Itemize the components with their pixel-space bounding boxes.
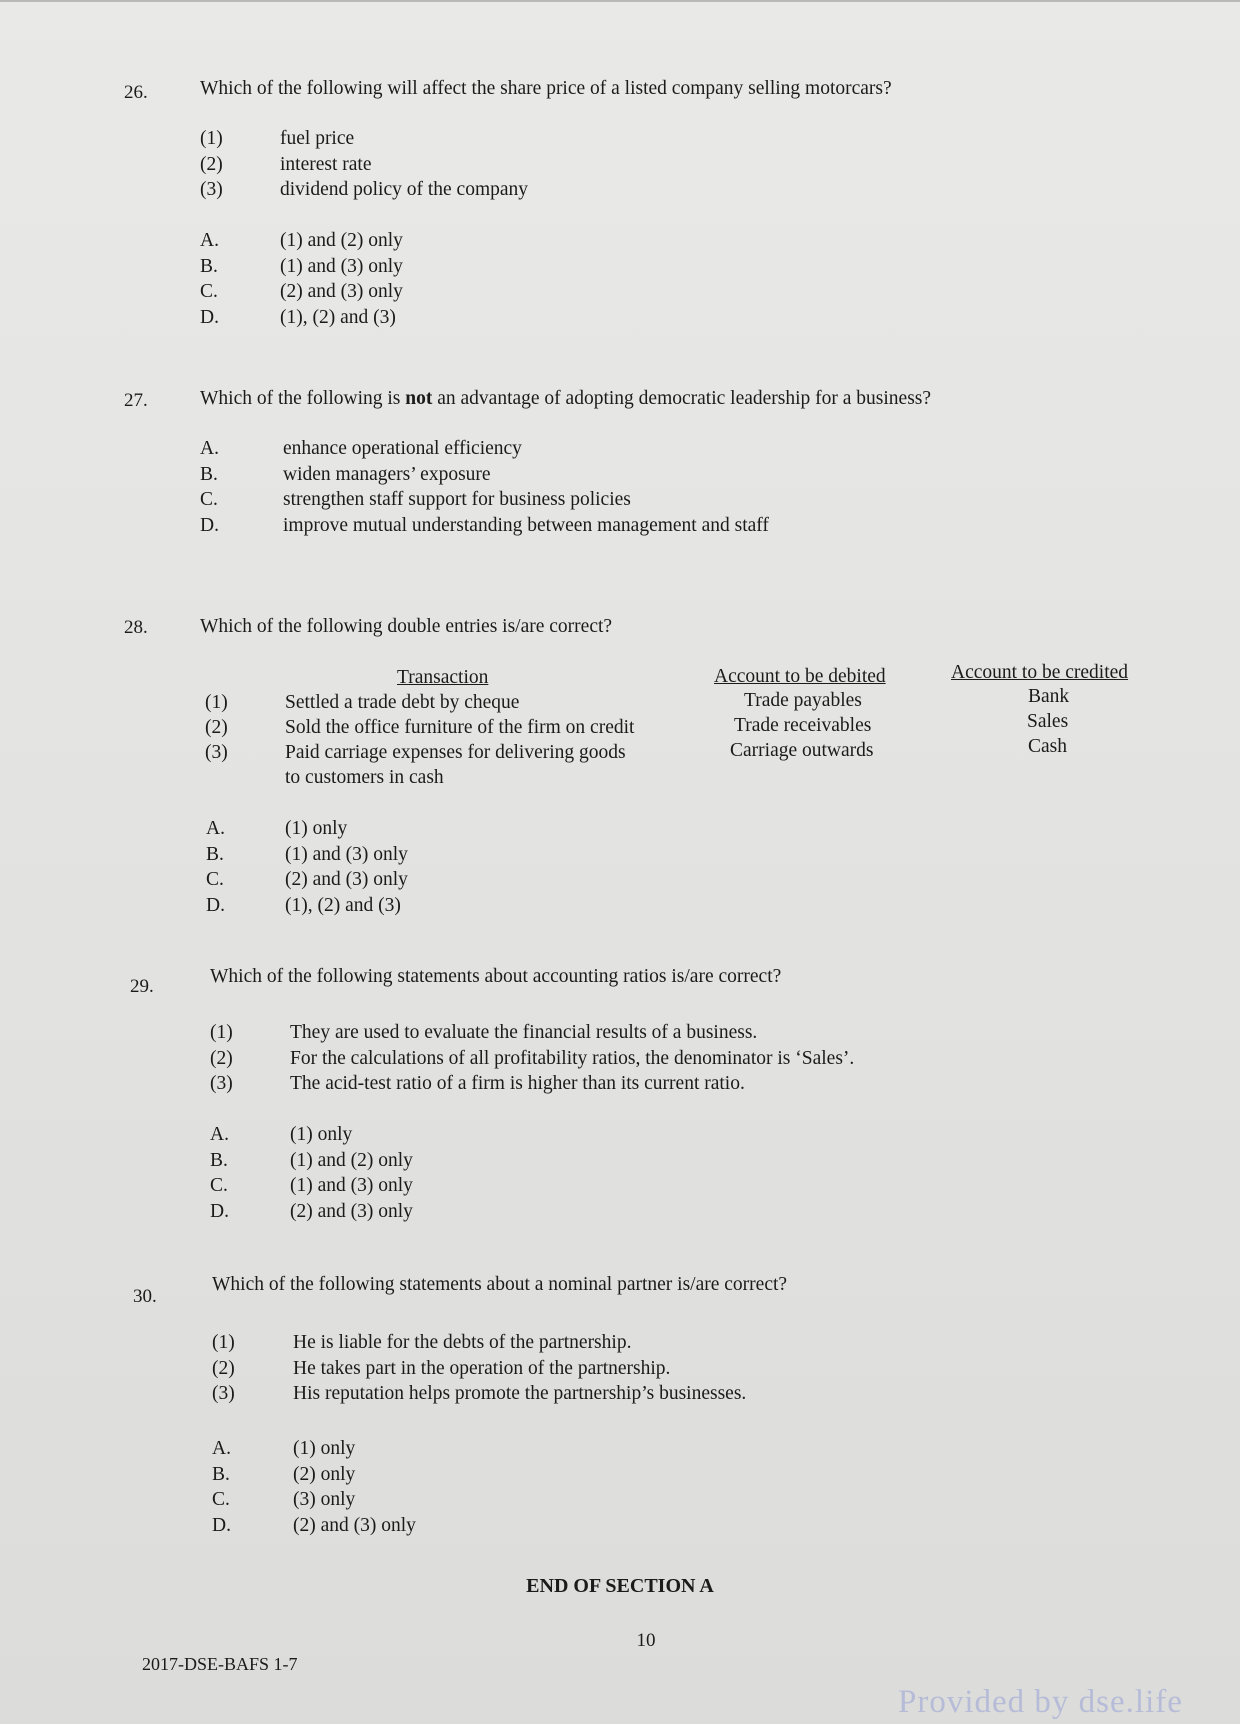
- page-number: 10: [636, 1630, 656, 1651]
- question-text: Which of the following statements about a nominal partner is/are correct?: [212, 1274, 788, 1295]
- credit-cell: Bank: [1028, 686, 1070, 707]
- header-transaction: Transaction: [397, 667, 489, 688]
- end-of-section-label: END OF SECTION A: [526, 1575, 714, 1597]
- emphasis-not: not: [405, 388, 433, 409]
- paper-code: 2017-DSE-BAFS 1-7: [142, 1654, 298, 1674]
- row-label: (1): [205, 692, 228, 713]
- question-text: Which of the following double entries is/are correct?: [200, 616, 613, 637]
- question-number: 29.: [130, 976, 154, 997]
- credit-cell: Sales: [1027, 711, 1069, 732]
- transaction-cell: Paid carriage expenses for delivering goods: [285, 742, 626, 763]
- debit-cell: Trade receivables: [734, 715, 872, 736]
- transaction-cell: Settled a trade debt by cheque: [285, 692, 520, 713]
- debit-cell: Carriage outwards: [730, 740, 874, 761]
- top-border: [0, 0, 1240, 2]
- question-text: Which of the following statements about accounting ratios is/are correct?: [210, 966, 782, 987]
- question-number: 30.: [133, 1286, 157, 1307]
- debit-cell: Trade payables: [744, 690, 862, 711]
- question-number: 26.: [124, 82, 148, 103]
- transaction-cell-continued: to customers in cash: [285, 767, 444, 788]
- header-debit: Account to be debited: [714, 666, 886, 687]
- credit-cell: Cash: [1028, 736, 1067, 757]
- watermark: Provided by dse.life: [898, 1684, 1183, 1720]
- question-number: 27.: [124, 390, 148, 411]
- exam-page: 26. Which of the following will affect the share price of a listed company selling motorcars? (1) fuel price (2) interest rate (3) dividend policy of the company A. (1) and (2) only B. (1) and (3) only C. (2) and (3) only D. (1), (2) and (3) 27. Which of the following is not an advantage of adopting democratic leadership for a business? A. enhance operational efficiency B. widen managers’ exposure C. strengthen staff support for business policies D. improve mutual understanding between management and staff 28. Which of the following double entries is/are correct? Transaction Account to be debited Account to be credited (1) Settled a trade debt by cheque Trade payables Bank (2) Sold the office furniture of the firm on credit Trade receivables Sales (3) Paid carriage expenses for delivering goods to customers in cash Carriage outwards Cash A. (1) only B. (1) and (3) only C. (2) and (3) only D. (1), (2) and (3) 29. Which of the following statements about accounting ratios is/are correct? (1) They are used to evaluate the financial results of a business. (2) For the calculations of all profitability ratios, the denominator is ‘Sales’. (3) The acid-test ratio of a firm is higher than its current ratio. A. (1) only B. (1) and (2) only C. (1) and (3) only D. (2) and (3) only 30. Which of the following statements about a nominal partner is/are correct? (1) He is liable for the debts of the partnership. (2) He takes part in the operation of the partnership. (3) His reputation helps promote the partnership’s businesses. A. (1) only B. (2) only C. (3) only D. (2) and (3) only END OF SECTION A 10 2017-DSE-BAFS 1-7 Provided by dse.life: [0, 0, 1240, 1724]
- transaction-cell: Sold the office furniture of the firm on credit: [285, 717, 635, 738]
- header-credit: Account to be credited: [951, 662, 1129, 683]
- question-text: Which of the following is not an advantage of adopting democratic leadership for a business?: [200, 388, 932, 409]
- row-label: (2): [205, 717, 228, 738]
- question-text: Which of the following will affect the share price of a listed company selling motorcars?: [200, 78, 892, 99]
- question-number: 28.: [124, 617, 148, 638]
- row-label: (3): [205, 742, 228, 763]
